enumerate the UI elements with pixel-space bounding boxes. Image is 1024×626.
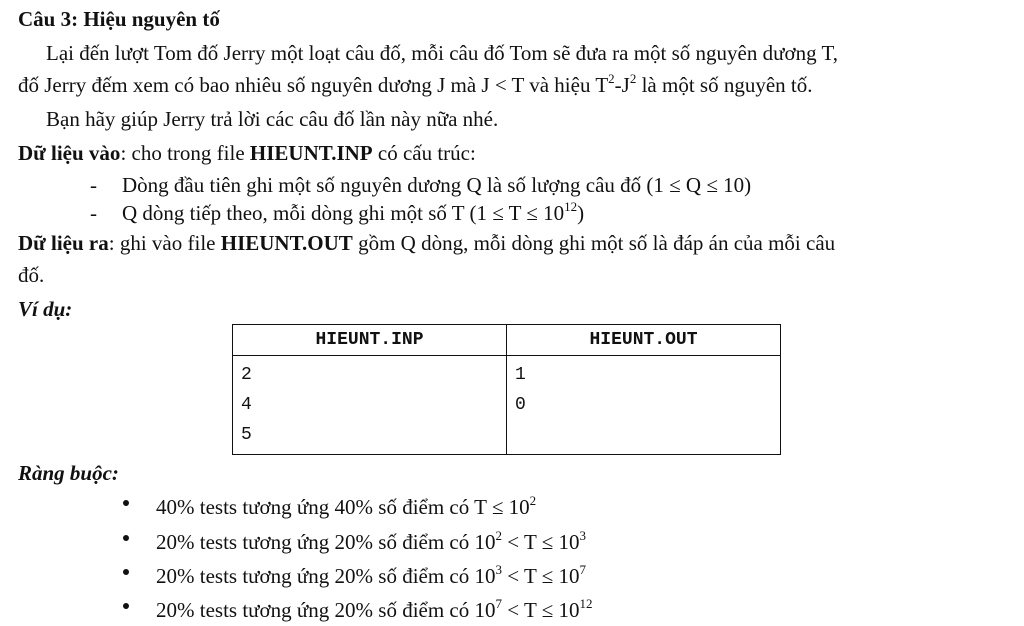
example-output-line: 0 (515, 395, 526, 415)
example-header-input: HIEUNT.INP (233, 325, 507, 356)
input-text-a: : cho trong file (120, 141, 250, 165)
output-section-continuation: đố. (18, 263, 45, 287)
input-file-name: HIEUNT.INP (249, 141, 373, 165)
example-input-cell (233, 356, 507, 455)
intro-line-2-b: -J (614, 73, 630, 97)
constraint-2-text: 20% tests tương ứng 20% số điểm có 10 (156, 530, 496, 554)
input-item-2-tail: ) (577, 201, 585, 225)
bullet-icon (123, 603, 129, 609)
intro-sup-t: 2 (608, 71, 615, 86)
constraint-3-sup-high: 7 (579, 562, 586, 577)
output-file-name: HIEUNT.OUT (220, 231, 353, 255)
input-item-2-sup: 12 (564, 199, 578, 214)
constraint-4-sup-high: 12 (579, 596, 593, 611)
input-text-b: có cấu trúc: (372, 141, 476, 165)
example-header-output: HIEUNT.OUT (507, 325, 781, 356)
constraint-2-mid: < T ≤ 10 (502, 530, 580, 554)
intro-sup-j: 2 (629, 71, 637, 86)
constraint-2-sup-high: 3 (579, 528, 586, 543)
constraint-2 (156, 529, 586, 555)
example-table (232, 324, 781, 455)
constraint-3-sup-low: 3 (495, 562, 503, 577)
constraint-4-sup-low: 7 (495, 596, 503, 611)
intro-line-3: Bạn hãy giúp Jerry trả lời các câu đố lần này nữa nhé. (46, 107, 499, 131)
intro-line-2-a: đố Jerry đếm xem có bao nhiêu số nguyên dương J mà J < T và hiệu T (18, 73, 609, 97)
bullet-icon (123, 535, 129, 541)
constraint-3-mid: < T ≤ 10 (502, 564, 580, 588)
input-item-1: Dòng đầu tiên ghi một số nguyên dương Q là số lượng câu đố (1 ≤ Q ≤ 10) (122, 173, 752, 197)
example-input-line: 2 (241, 365, 252, 385)
input-item-2-text: Q dòng tiếp theo, mỗi dòng ghi một số T (1 ≤ T ≤ 10 (122, 201, 565, 225)
intro-line-2-c: là một số nguyên tố. (636, 73, 813, 97)
output-section-heading (18, 230, 835, 256)
constraint-2-sup-low: 2 (495, 528, 503, 543)
input-item-2 (122, 200, 584, 226)
output-label: Dữ liệu ra (18, 231, 109, 255)
example-output-cell (507, 356, 781, 455)
list-dash: - (90, 173, 97, 197)
constraint-1 (156, 494, 536, 520)
constraint-3-text: 20% tests tương ứng 20% số điểm có 10 (156, 564, 496, 588)
bullet-icon (123, 500, 129, 506)
output-text-b: gồm Q dòng, mỗi dòng ghi một số là đáp án của mỗi câu (352, 231, 836, 255)
output-text-a: : ghi vào file (108, 231, 221, 255)
constraint-4-text: 20% tests tương ứng 20% số điểm có 10 (156, 598, 496, 622)
input-label: Dữ liệu vào (18, 141, 121, 165)
constraint-3 (156, 563, 586, 589)
bullet-icon (123, 569, 129, 575)
constraint-1-text: 40% tests tương ứng 40% số điểm có T ≤ 10 (156, 495, 530, 519)
input-section-heading (18, 140, 476, 166)
constraint-4 (156, 597, 592, 623)
intro-line-1: Lại đến lượt Tom đố Jerry một loạt câu đố, mỗi câu đố Tom sẽ đưa ra một số nguyên dương T, (46, 41, 838, 65)
constraint-4-mid: < T ≤ 10 (502, 598, 580, 622)
example-input-line: 4 (241, 395, 252, 415)
example-output-line: 1 (515, 365, 526, 385)
constraints-label: Ràng buộc: (18, 461, 119, 485)
example-label: Ví dụ: (18, 297, 73, 321)
list-dash: - (90, 201, 97, 225)
example-input-line: 5 (241, 425, 252, 445)
intro-line-2 (18, 72, 812, 98)
constraint-1-sup: 2 (529, 493, 537, 508)
problem-title: Câu 3: Hiệu nguyên tố (18, 7, 220, 31)
